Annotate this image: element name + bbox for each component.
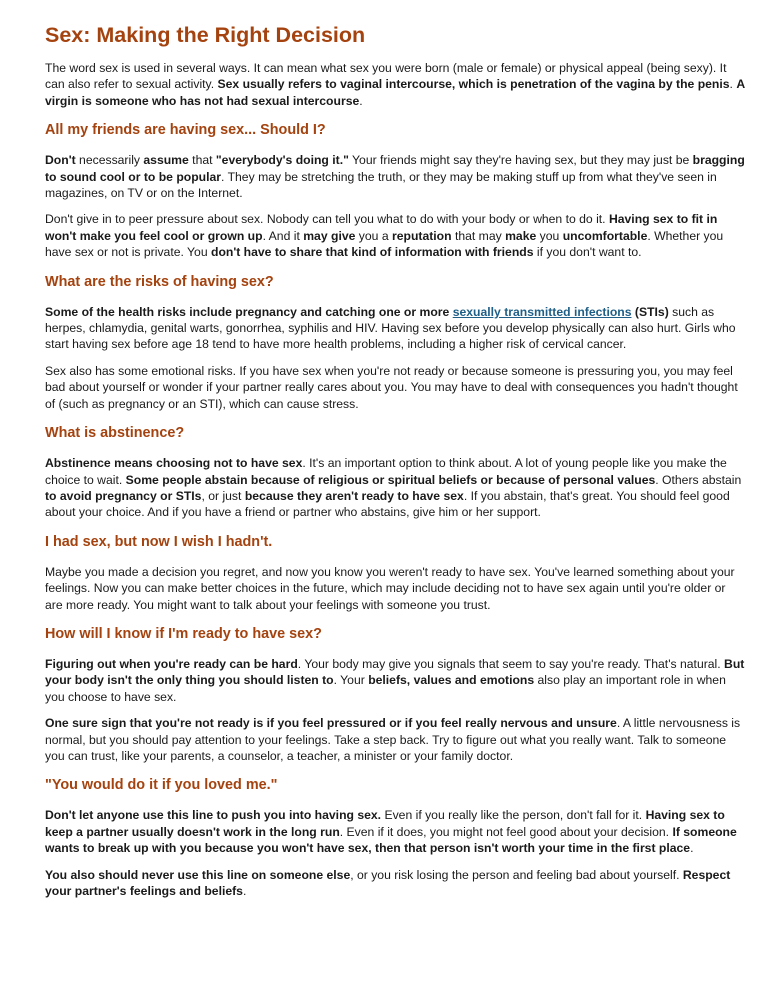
paragraph: One sure sign that you're not ready is if you feel pressured or if you feel really nervous and unsure. A little nervousness is normal, but you should pay attention to your feelings. Take a step back. Try to figure out what you really want. Talk to someone you can trust, like your parents, a counselor, a teacher, a minister or your family doctor.: [45, 716, 741, 763]
page-title: Sex: Making the Right Decision: [45, 23, 366, 47]
paragraph: Maybe you made a decision you regret, and now you know you weren't ready to have sex. You've learned something about your feelings. Now you can make better choices in the future, which may include deciding not to have sex again until you're older or are more ready. You might want to talk about your feelings with someone you trust.: [45, 564, 735, 612]
paragraph: Don't give in to peer pressure about sex. Nobody can tell you what to do with your body or when to do it. Having sex to fit in won't make you feel cool or grown up. And it may give you a reputation that may make you uncomfortable. Whether you have sex or not is private. You don't have to share that kind of information with friends if you don't want to.: [45, 212, 724, 260]
section-abstinence: [45, 424, 745, 521]
section-heading: "You would do it if you loved me.": [45, 777, 278, 794]
section-heading: All my friends are having sex... Should I?: [45, 122, 326, 139]
paragraph: Sex also has some emotional risks. If you have sex when you're not ready or because someone is pressuring you, you may feel bad about yourself or wonder if your partner really cares about you. You may have to deal with consequences you hadn't thought of (such as pregnancy or an STI), which can cause stress.: [45, 363, 738, 411]
paragraph: Don't let anyone use this line to push you into having sex. Even if you really like the person, don't fall for it. Having sex to keep a partner usually doesn't work in the long run. Even if it does, you might not feel good about your decision. If someone wants to break up with you because you won't have sex, then that person isn't worth your time in the first place.: [45, 808, 737, 856]
sti-link[interactable]: sexually transmitted infections: [452, 304, 632, 319]
section-ready: [45, 625, 745, 764]
intro-paragraph: The word sex is used in several ways. It can mean what sex you were born (male or female) or physical appeal (being sexy). It can also refer to sexual activity. Sex usually refers to vaginal intercourse, which is penetration of the vagina by the penis. A virgin is someone who has not had sexual intercourse.: [45, 61, 745, 108]
section-friends: [45, 121, 745, 260]
paragraph: Abstinence means choosing not to have sex. It's an important option to think about. A lot of young people like you make the choice to wait. Some people abstain because of religious or spiritual beliefs or because of personal values. Others abstain to avoid pregnancy or STIs, or just because they aren't ready to have sex. If you abstain, that's great. You should feel good about your choice. And if you have a friend or partner who abstains, give him or her support.: [45, 456, 742, 520]
section-risks: [45, 273, 745, 412]
paragraph: Some of the health risks include pregnancy and catching one or more sexually transmitted infections (STIs) such as herpes, chlamydia, genital warts, gonorrhea, syphilis and HIV. Having sex before you develop physically can also hurt. Girls who start having sex before age 18 tend to have more health problems, including a higher risk of cervical cancer.: [45, 304, 736, 352]
paragraph: Don't necessarily assume that "everybody's doing it." Your friends might say they're having sex, but they may just be bragging to sound cool or to be popular. They may be stretching the truth, or they may be making stuff up from what they've seen in magazines, on TV or on the Internet.: [45, 153, 745, 201]
section-heading: I had sex, but now I wish I hadn't.: [45, 533, 273, 550]
section-heading: What are the risks of having sex?: [45, 273, 274, 290]
document-page: [45, 22, 745, 909]
section-heading: How will I know if I'm ready to have sex?: [45, 625, 322, 642]
section-regret: [45, 533, 745, 613]
section-heading: What is abstinence?: [45, 425, 185, 442]
section-loved-me: [45, 776, 745, 899]
paragraph: Figuring out when you're ready can be hard. Your body may give you signals that seem to say you're ready. That's natural. But your body isn't the only thing you should listen to. Your beliefs, values and emotions also play an important role in when you choose to have sex.: [45, 656, 745, 704]
paragraph: You also should never use this line on someone else, or you risk losing the person and feeling bad about yourself. Respect your partner's feelings and beliefs.: [45, 867, 731, 898]
